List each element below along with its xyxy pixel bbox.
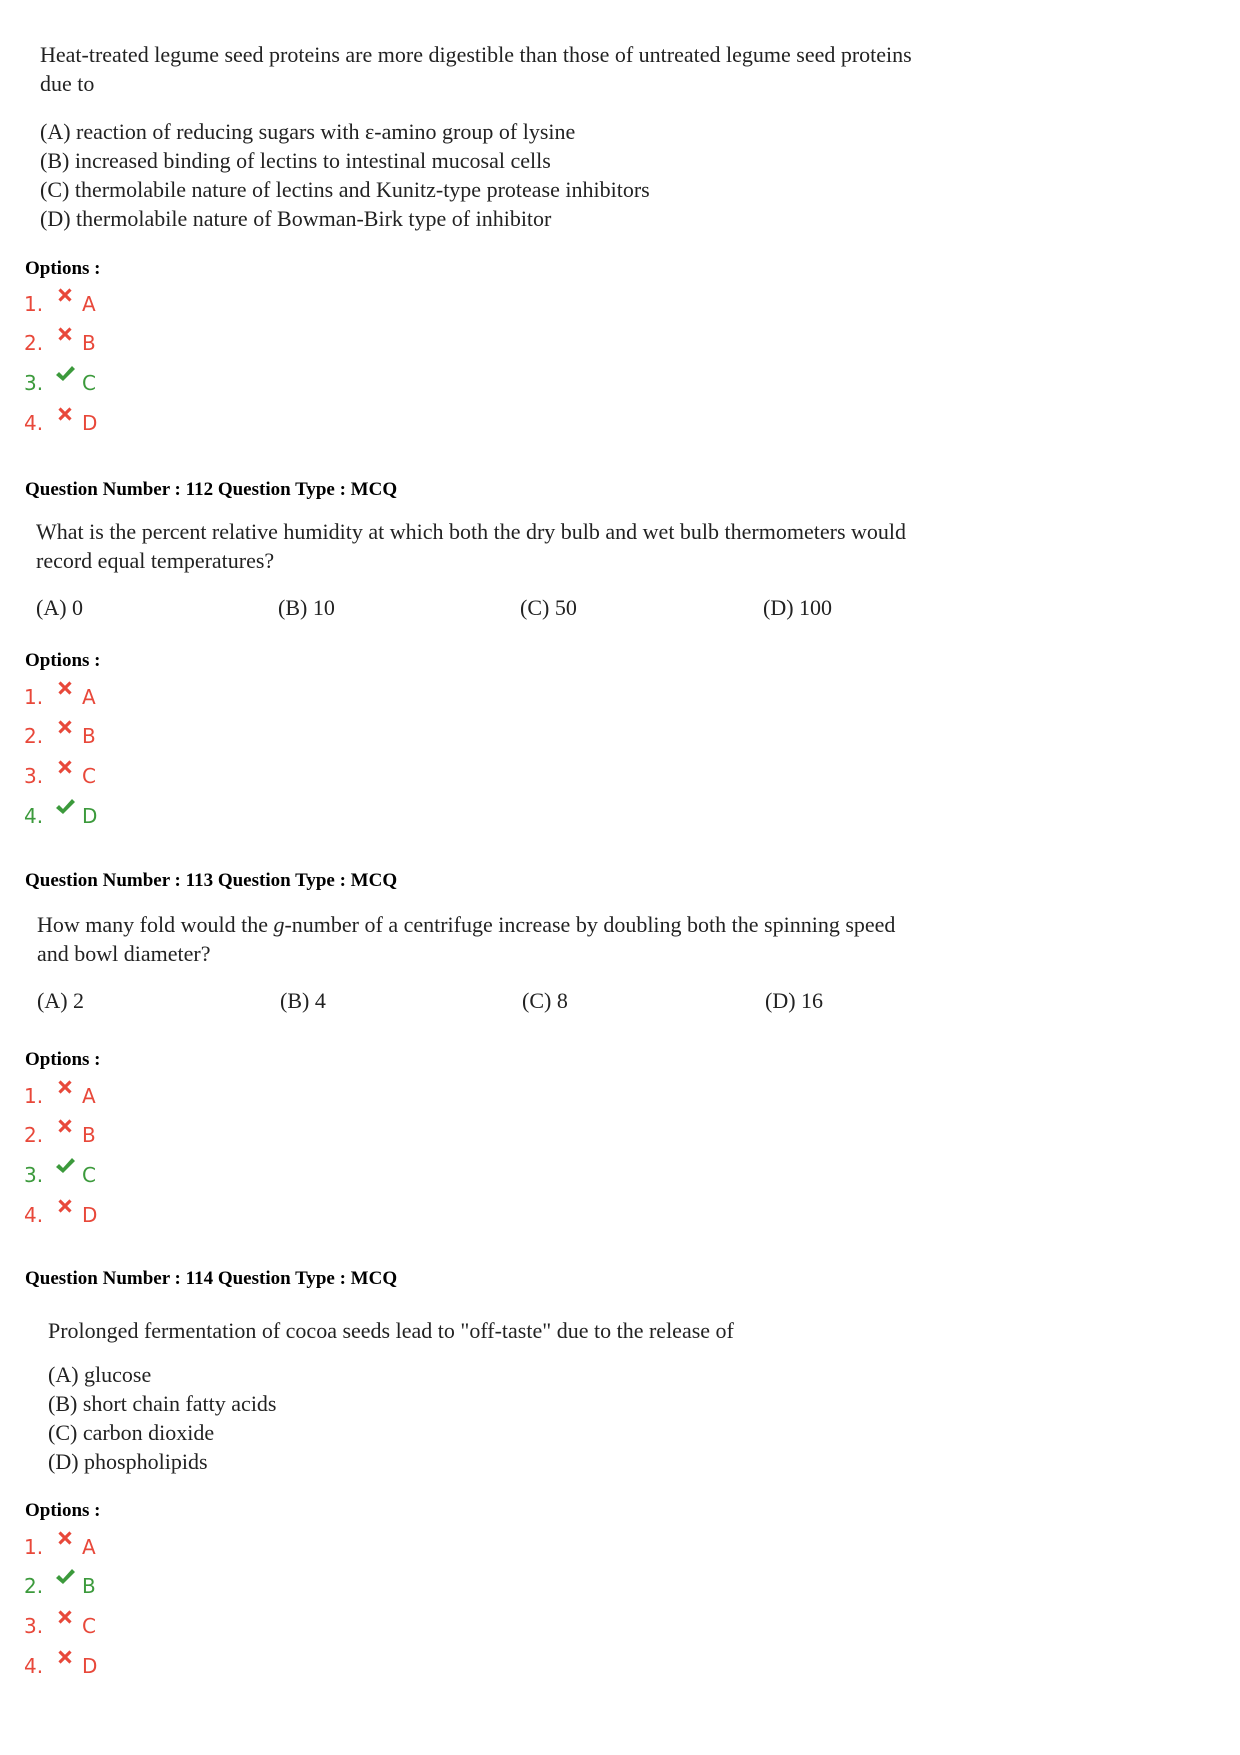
answer-choice-d: (D) 100 (763, 595, 833, 620)
stem-text: How many fold would the (37, 912, 274, 937)
answer-choice-a: (A) 2 (37, 988, 85, 1013)
cross-icon (54, 677, 76, 699)
option-a (24, 1532, 224, 1562)
question-stem-line: Heat-treated legume seed proteins are more digestible than those of untreated legume seed proteins (40, 42, 912, 67)
cross-icon (54, 756, 76, 778)
cross-icon (54, 1527, 76, 1549)
option-a (24, 289, 224, 319)
question-stem (37, 910, 895, 968)
answer-choice-b: (B) increased binding of lectins to intestinal mucosal cells (40, 148, 551, 173)
option-number: 1. (24, 1535, 44, 1559)
cross-icon (54, 403, 76, 425)
option-number: 2. (24, 724, 44, 748)
cross-icon (54, 323, 76, 345)
answer-choice-d: (D) 16 (765, 988, 824, 1013)
answer-choice-c: (C) 8 (522, 988, 568, 1013)
option-d (24, 801, 224, 831)
option-number: 1. (24, 1084, 44, 1108)
stem-italic-g: g (273, 912, 285, 937)
option-letter: D (82, 804, 98, 828)
options-label: Options : (25, 1500, 101, 1521)
option-letter: A (82, 1084, 96, 1108)
answer-choice-b: (B) short chain fatty acids (48, 1391, 277, 1416)
answer-choice-a: (A) glucose (48, 1362, 152, 1387)
question-heading-112: Question Number : 112 Question Type : MCQ (25, 479, 398, 500)
answer-choice-c: (C) 50 (520, 595, 577, 620)
question-stem-line: and bowl diameter? (37, 941, 211, 966)
option-letter: B (82, 331, 96, 355)
question-stem (36, 517, 906, 575)
option-letter: A (82, 685, 96, 709)
answer-choice-b: (B) 10 (278, 595, 335, 620)
option-number: 3. (24, 764, 44, 788)
stem-text: -number of a centrifuge increase by doubling both the spinning speed (284, 912, 896, 937)
option-c (24, 761, 224, 791)
option-d (24, 1651, 224, 1681)
option-letter: A (82, 292, 96, 316)
option-b (24, 721, 224, 751)
option-number: 4. (24, 411, 44, 435)
option-c (24, 1160, 224, 1190)
answer-choice-a: (A) 0 (36, 595, 84, 620)
option-c (24, 1611, 224, 1641)
answer-choice-d: (D) thermolabile nature of Bowman-Birk type of inhibitor (40, 206, 552, 231)
option-letter: D (82, 1654, 98, 1678)
question-stem (40, 40, 912, 98)
option-c (24, 368, 224, 398)
option-a (24, 682, 224, 712)
option-number: 2. (24, 331, 44, 355)
options-label: Options : (25, 650, 101, 671)
question-stem-line: record equal temperatures? (36, 548, 275, 573)
question-heading-113: Question Number : 113 Question Type : MCQ (25, 870, 398, 891)
option-number: 2. (24, 1574, 44, 1598)
cross-icon (54, 1076, 76, 1098)
cross-icon (54, 1646, 76, 1668)
option-b (24, 328, 224, 358)
cross-icon (54, 1606, 76, 1628)
option-letter: A (82, 1535, 96, 1559)
option-number: 1. (24, 292, 44, 316)
options-label: Options : (25, 1049, 101, 1070)
check-icon (54, 363, 76, 385)
option-letter: D (82, 1203, 98, 1227)
question-stem-line: Prolonged fermentation of cocoa seeds lead to "off-taste" due to the release of (48, 1318, 734, 1343)
option-number: 3. (24, 1163, 44, 1187)
option-number: 3. (24, 371, 44, 395)
option-number: 4. (24, 1203, 44, 1227)
cross-icon (54, 1195, 76, 1217)
check-icon (54, 1566, 76, 1588)
question-heading-114: Question Number : 114 Question Type : MCQ (25, 1268, 398, 1289)
option-letter: C (82, 371, 96, 395)
option-letter: B (82, 724, 96, 748)
option-d (24, 408, 224, 438)
cross-icon (54, 1115, 76, 1137)
option-number: 1. (24, 685, 44, 709)
cross-icon (54, 716, 76, 738)
answer-choice-d: (D) phospholipids (48, 1449, 208, 1474)
question-stem-line: What is the percent relative humidity at which both the dry bulb and wet bulb thermometers would (36, 519, 906, 544)
option-number: 4. (24, 804, 44, 828)
answer-choice-c: (C) carbon dioxide (48, 1420, 215, 1445)
question-stem (48, 1316, 734, 1345)
option-b (24, 1571, 224, 1601)
option-number: 4. (24, 1654, 44, 1678)
answer-choice-a: (A) reaction of reducing sugars with ε-amino group of lysine (40, 119, 576, 144)
option-d (24, 1200, 224, 1230)
option-letter: B (82, 1574, 96, 1598)
cross-icon (54, 284, 76, 306)
option-letter: B (82, 1123, 96, 1147)
option-letter: C (82, 1163, 96, 1187)
option-number: 2. (24, 1123, 44, 1147)
option-b (24, 1120, 224, 1150)
answer-choice-b: (B) 4 (280, 988, 326, 1013)
options-label: Options : (25, 258, 101, 279)
option-number: 3. (24, 1614, 44, 1638)
answer-choice-c: (C) thermolabile nature of lectins and Kunitz-type protease inhibitors (40, 177, 650, 202)
question-stem-line (37, 910, 895, 939)
option-letter: C (82, 1614, 96, 1638)
option-letter: D (82, 411, 98, 435)
check-icon (54, 796, 76, 818)
option-letter: C (82, 764, 96, 788)
option-a (24, 1081, 224, 1111)
question-stem-line: due to (40, 71, 95, 96)
check-icon (54, 1155, 76, 1177)
